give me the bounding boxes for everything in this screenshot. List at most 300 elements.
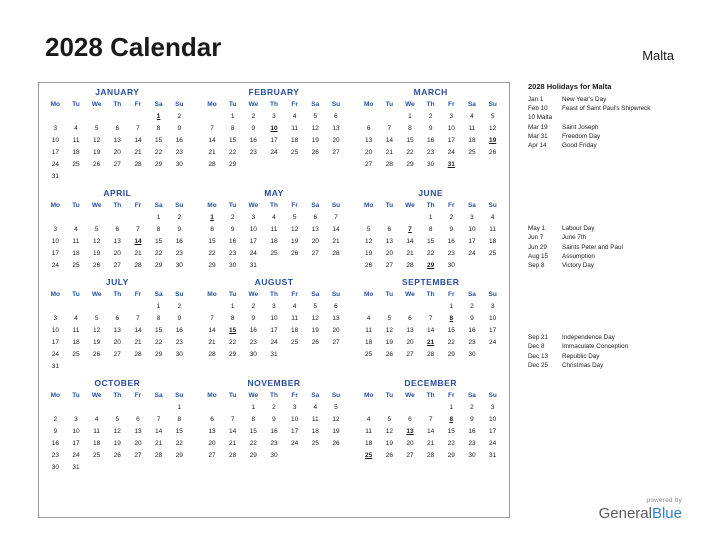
day-cell[interactable]: 11 bbox=[93, 427, 101, 435]
day-cell[interactable]: 28 bbox=[134, 160, 142, 168]
day-cell[interactable]: 19 bbox=[291, 237, 299, 245]
day-cell[interactable]: 18 bbox=[311, 427, 319, 435]
day-cell[interactable]: 6 bbox=[408, 415, 412, 423]
day-cell[interactable]: 10 bbox=[51, 237, 59, 245]
day-cell[interactable]: 2 bbox=[251, 112, 256, 120]
day-cell[interactable]: 26 bbox=[489, 148, 497, 156]
day-cell[interactable]: 23 bbox=[249, 148, 257, 156]
day-cell[interactable]: 12 bbox=[113, 427, 121, 435]
day-cell[interactable]: 28 bbox=[134, 350, 142, 358]
day-cell[interactable]: 28 bbox=[385, 160, 393, 168]
day-cell[interactable]: 8 bbox=[230, 314, 235, 322]
day-cell[interactable]: 23 bbox=[447, 249, 455, 257]
day-cell[interactable]: 14 bbox=[332, 225, 340, 233]
day-cell[interactable]: 7 bbox=[136, 314, 140, 322]
day-cell[interactable]: 8 bbox=[251, 415, 256, 423]
day-cell[interactable]: 14 bbox=[427, 326, 435, 334]
day-cell[interactable]: 1 bbox=[408, 112, 412, 120]
day-cell[interactable]: 8 bbox=[156, 314, 161, 322]
day-cell[interactable]: 11 bbox=[365, 427, 373, 435]
day-cell[interactable]: 15 bbox=[229, 326, 237, 334]
day-cell[interactable]: 10 bbox=[468, 225, 476, 233]
day-cell[interactable]: 16 bbox=[270, 427, 278, 435]
day-cell[interactable]: 12 bbox=[385, 326, 393, 334]
day-cell[interactable]: 4 bbox=[272, 213, 276, 221]
day-cell[interactable]: 10 bbox=[51, 326, 59, 334]
day-cell[interactable]: 17 bbox=[270, 136, 278, 144]
day-cell[interactable]: 26 bbox=[93, 160, 101, 168]
day-cell[interactable]: 2 bbox=[251, 302, 256, 310]
day-cell[interactable]: 20 bbox=[311, 237, 319, 245]
day-cell[interactable]: 25 bbox=[489, 249, 497, 257]
day-cell[interactable]: 22 bbox=[229, 338, 237, 346]
day-cell[interactable]: 24 bbox=[51, 261, 59, 269]
day-cell[interactable]: 8 bbox=[449, 314, 454, 322]
day-cell[interactable]: 22 bbox=[229, 148, 237, 156]
day-cell[interactable]: 17 bbox=[489, 427, 497, 435]
day-cell[interactable]: 25 bbox=[72, 160, 80, 168]
day-cell[interactable]: 30 bbox=[51, 463, 59, 471]
day-cell[interactable]: 10 bbox=[447, 124, 455, 132]
day-cell[interactable]: 5 bbox=[313, 302, 318, 310]
day-cell[interactable]: 9 bbox=[53, 427, 58, 435]
day-cell[interactable]: 7 bbox=[387, 124, 392, 132]
day-cell[interactable]: 8 bbox=[177, 415, 182, 423]
day-cell[interactable]: 13 bbox=[332, 314, 340, 322]
day-cell[interactable]: 5 bbox=[490, 112, 495, 120]
day-cell[interactable]: 14 bbox=[134, 136, 142, 144]
day-cell[interactable]: 11 bbox=[291, 124, 298, 132]
day-cell[interactable]: 2 bbox=[470, 302, 474, 310]
day-cell[interactable]: 19 bbox=[332, 427, 340, 435]
day-cell[interactable]: 10 bbox=[51, 136, 59, 144]
day-cell[interactable]: 8 bbox=[210, 225, 214, 233]
day-cell[interactable]: 16 bbox=[447, 237, 455, 245]
day-cell[interactable]: 23 bbox=[468, 338, 476, 346]
day-cell[interactable]: 9 bbox=[251, 124, 256, 132]
day-cell[interactable]: 15 bbox=[447, 326, 455, 334]
day-cell[interactable]: 20 bbox=[134, 439, 142, 447]
day-cell[interactable]: 12 bbox=[311, 124, 319, 132]
day-cell[interactable]: 17 bbox=[51, 338, 59, 346]
day-cell[interactable]: 17 bbox=[249, 237, 257, 245]
day-cell[interactable]: 23 bbox=[175, 249, 183, 257]
day-cell[interactable]: 27 bbox=[406, 350, 414, 358]
day-cell[interactable]: 23 bbox=[249, 338, 257, 346]
day-cell[interactable]: 20 bbox=[406, 338, 414, 346]
day-cell[interactable]: 24 bbox=[270, 148, 278, 156]
day-cell[interactable]: 7 bbox=[334, 213, 338, 221]
day-cell[interactable]: 19 bbox=[311, 136, 319, 144]
day-cell[interactable]: 24 bbox=[489, 338, 497, 346]
day-cell[interactable]: 15 bbox=[208, 237, 216, 245]
day-cell[interactable]: 13 bbox=[134, 427, 142, 435]
day-cell[interactable]: 31 bbox=[51, 172, 59, 180]
day-cell[interactable]: 7 bbox=[428, 415, 433, 423]
day-cell[interactable]: 30 bbox=[447, 261, 455, 269]
day-cell[interactable]: 17 bbox=[468, 237, 476, 245]
day-cell[interactable]: 4 bbox=[74, 124, 78, 132]
day-cell[interactable]: 19 bbox=[93, 148, 101, 156]
day-cell[interactable]: 21 bbox=[427, 439, 435, 447]
day-cell[interactable]: 21 bbox=[154, 439, 163, 447]
day-cell[interactable]: 24 bbox=[51, 350, 59, 358]
day-cell[interactable]: 17 bbox=[489, 326, 497, 334]
day-cell[interactable]: 18 bbox=[489, 237, 497, 245]
day-cell[interactable]: 28 bbox=[406, 261, 414, 269]
day-cell[interactable]: 6 bbox=[115, 124, 120, 132]
day-cell[interactable]: 26 bbox=[385, 451, 393, 459]
day-cell[interactable]: 10 bbox=[270, 124, 278, 132]
day-cell[interactable]: 13 bbox=[208, 427, 216, 435]
day-cell[interactable]: 16 bbox=[229, 237, 237, 245]
day-cell[interactable]: 16 bbox=[175, 326, 183, 334]
day-cell[interactable]: 7 bbox=[156, 415, 161, 423]
day-cell[interactable]: 12 bbox=[332, 415, 340, 423]
day-cell[interactable]: 8 bbox=[428, 225, 433, 233]
day-cell[interactable]: 21 bbox=[332, 237, 340, 245]
day-cell[interactable]: 31 bbox=[72, 463, 80, 471]
day-cell[interactable]: 29 bbox=[154, 160, 163, 168]
day-cell[interactable]: 15 bbox=[427, 237, 435, 245]
day-cell[interactable]: 1 bbox=[210, 213, 214, 221]
day-cell[interactable]: 7 bbox=[210, 314, 214, 322]
day-cell[interactable]: 8 bbox=[408, 124, 412, 132]
day-cell[interactable]: 28 bbox=[208, 160, 216, 168]
day-cell[interactable]: 31 bbox=[249, 261, 257, 269]
day-cell[interactable]: 16 bbox=[249, 326, 257, 334]
day-cell[interactable]: 9 bbox=[428, 124, 433, 132]
day-cell[interactable]: 25 bbox=[270, 249, 278, 257]
day-cell[interactable]: 7 bbox=[428, 314, 433, 322]
day-cell[interactable]: 1 bbox=[156, 302, 161, 310]
day-cell[interactable]: 14 bbox=[229, 427, 237, 435]
day-cell[interactable]: 5 bbox=[115, 415, 120, 423]
day-cell[interactable]: 5 bbox=[387, 415, 392, 423]
day-cell[interactable]: 7 bbox=[136, 124, 140, 132]
day-cell[interactable]: 12 bbox=[291, 225, 299, 233]
day-cell[interactable]: 23 bbox=[427, 148, 435, 156]
day-cell[interactable]: 2 bbox=[53, 415, 58, 423]
day-cell[interactable]: 31 bbox=[51, 362, 59, 370]
day-cell[interactable]: 22 bbox=[447, 439, 455, 447]
day-cell[interactable]: 5 bbox=[387, 314, 392, 322]
day-cell[interactable]: 3 bbox=[449, 112, 454, 120]
day-cell[interactable]: 21 bbox=[208, 338, 216, 346]
day-cell[interactable]: 27 bbox=[113, 160, 121, 168]
day-cell[interactable]: 19 bbox=[93, 338, 101, 346]
day-cell[interactable]: 1 bbox=[449, 302, 454, 310]
day-cell[interactable]: 1 bbox=[156, 112, 161, 120]
day-cell[interactable]: 27 bbox=[113, 261, 121, 269]
day-cell[interactable]: 14 bbox=[154, 427, 163, 435]
day-cell[interactable]: 10 bbox=[270, 314, 278, 322]
day-cell[interactable]: 26 bbox=[385, 350, 393, 358]
day-cell[interactable]: 11 bbox=[291, 314, 298, 322]
day-cell[interactable]: 3 bbox=[292, 403, 297, 411]
day-cell[interactable]: 21 bbox=[134, 148, 142, 156]
day-cell[interactable]: 18 bbox=[270, 237, 278, 245]
day-cell[interactable]: 13 bbox=[113, 136, 121, 144]
day-cell[interactable]: 6 bbox=[115, 225, 120, 233]
day-cell[interactable]: 4 bbox=[366, 314, 371, 322]
day-cell[interactable]: 2 bbox=[177, 213, 182, 221]
day-cell[interactable]: 27 bbox=[385, 261, 393, 269]
day-cell[interactable]: 27 bbox=[113, 350, 121, 358]
day-cell[interactable]: 13 bbox=[332, 124, 340, 132]
day-cell[interactable]: 29 bbox=[229, 350, 237, 358]
day-cell[interactable]: 17 bbox=[51, 148, 59, 156]
day-cell[interactable]: 12 bbox=[93, 326, 101, 334]
day-cell[interactable]: 29 bbox=[154, 350, 163, 358]
day-cell[interactable]: 28 bbox=[154, 451, 163, 459]
day-cell[interactable]: 21 bbox=[134, 249, 142, 257]
day-cell[interactable]: 27 bbox=[208, 451, 216, 459]
day-cell[interactable]: 1 bbox=[177, 403, 182, 411]
day-cell[interactable]: 17 bbox=[270, 326, 278, 334]
day-cell[interactable]: 13 bbox=[113, 237, 121, 245]
day-cell[interactable]: 30 bbox=[427, 160, 435, 168]
day-cell[interactable]: 15 bbox=[447, 427, 455, 435]
day-cell[interactable]: 4 bbox=[366, 415, 371, 423]
day-cell[interactable]: 16 bbox=[175, 237, 183, 245]
day-cell[interactable]: 31 bbox=[270, 350, 278, 358]
day-cell[interactable]: 20 bbox=[113, 338, 121, 346]
day-cell[interactable]: 8 bbox=[449, 415, 454, 423]
day-cell[interactable]: 1 bbox=[230, 302, 235, 310]
day-cell[interactable]: 7 bbox=[210, 124, 214, 132]
day-cell[interactable]: 11 bbox=[365, 326, 373, 334]
day-cell[interactable]: 15 bbox=[406, 136, 414, 144]
day-cell[interactable]: 3 bbox=[251, 213, 256, 221]
day-cell[interactable]: 1 bbox=[156, 213, 161, 221]
day-cell[interactable]: 23 bbox=[270, 439, 278, 447]
day-cell[interactable]: 24 bbox=[489, 439, 497, 447]
day-cell[interactable]: 2 bbox=[177, 112, 182, 120]
day-cell[interactable]: 15 bbox=[154, 136, 163, 144]
day-cell[interactable]: 15 bbox=[229, 136, 237, 144]
day-cell[interactable]: 18 bbox=[291, 136, 299, 144]
day-cell[interactable]: 25 bbox=[72, 261, 80, 269]
day-cell[interactable]: 13 bbox=[385, 237, 393, 245]
day-cell[interactable]: 27 bbox=[332, 148, 340, 156]
day-cell[interactable]: 31 bbox=[489, 451, 497, 459]
day-cell[interactable]: 7 bbox=[230, 415, 235, 423]
day-cell[interactable]: 28 bbox=[229, 451, 237, 459]
day-cell[interactable]: 15 bbox=[154, 326, 163, 334]
day-cell[interactable]: 7 bbox=[136, 225, 140, 233]
day-cell[interactable]: 4 bbox=[313, 403, 318, 411]
day-cell[interactable]: 11 bbox=[270, 225, 278, 233]
day-cell[interactable]: 4 bbox=[292, 302, 297, 310]
day-cell[interactable]: 24 bbox=[51, 160, 59, 168]
day-cell[interactable]: 25 bbox=[291, 148, 299, 156]
day-cell[interactable]: 1 bbox=[230, 112, 235, 120]
day-cell[interactable]: 18 bbox=[291, 326, 299, 334]
day-cell[interactable]: 19 bbox=[311, 326, 319, 334]
day-cell[interactable]: 1 bbox=[428, 213, 433, 221]
day-cell[interactable]: 10 bbox=[249, 225, 257, 233]
day-cell[interactable]: 26 bbox=[365, 261, 373, 269]
day-cell[interactable]: 7 bbox=[408, 225, 412, 233]
day-cell[interactable]: 23 bbox=[229, 249, 237, 257]
day-cell[interactable]: 15 bbox=[154, 237, 163, 245]
day-cell[interactable]: 30 bbox=[468, 350, 476, 358]
day-cell[interactable]: 12 bbox=[385, 427, 393, 435]
day-cell[interactable]: 14 bbox=[406, 237, 414, 245]
day-cell[interactable]: 13 bbox=[113, 326, 121, 334]
day-cell[interactable]: 16 bbox=[468, 326, 476, 334]
day-cell[interactable]: 3 bbox=[53, 124, 58, 132]
day-cell[interactable]: 29 bbox=[447, 451, 455, 459]
day-cell[interactable]: 16 bbox=[468, 427, 476, 435]
day-cell[interactable]: 21 bbox=[427, 338, 435, 346]
day-cell[interactable]: 5 bbox=[313, 112, 318, 120]
day-cell[interactable]: 30 bbox=[270, 451, 278, 459]
day-cell[interactable]: 29 bbox=[154, 261, 163, 269]
day-cell[interactable]: 22 bbox=[406, 148, 414, 156]
day-cell[interactable]: 23 bbox=[175, 338, 183, 346]
day-cell[interactable]: 26 bbox=[332, 439, 340, 447]
day-cell[interactable]: 14 bbox=[427, 427, 435, 435]
day-cell[interactable]: 6 bbox=[136, 415, 140, 423]
day-cell[interactable]: 25 bbox=[93, 451, 101, 459]
day-cell[interactable]: 16 bbox=[427, 136, 435, 144]
day-cell[interactable]: 8 bbox=[230, 124, 235, 132]
day-cell[interactable]: 21 bbox=[406, 249, 414, 257]
day-cell[interactable]: 3 bbox=[74, 415, 78, 423]
day-cell[interactable]: 2 bbox=[177, 302, 182, 310]
day-cell[interactable]: 26 bbox=[311, 338, 319, 346]
day-cell[interactable]: 22 bbox=[154, 249, 163, 257]
day-cell[interactable]: 1 bbox=[251, 403, 256, 411]
day-cell[interactable]: 22 bbox=[208, 249, 216, 257]
day-cell[interactable]: 29 bbox=[229, 160, 237, 168]
day-cell[interactable]: 17 bbox=[291, 427, 299, 435]
day-cell[interactable]: 17 bbox=[72, 439, 80, 447]
day-cell[interactable]: 29 bbox=[427, 261, 435, 269]
day-cell[interactable]: 11 bbox=[489, 225, 497, 233]
day-cell[interactable]: 30 bbox=[175, 160, 183, 168]
day-cell[interactable]: 10 bbox=[489, 314, 497, 322]
day-cell[interactable]: 14 bbox=[134, 237, 142, 245]
day-cell[interactable]: 26 bbox=[93, 261, 101, 269]
day-cell[interactable]: 27 bbox=[332, 338, 340, 346]
day-cell[interactable]: 29 bbox=[249, 451, 257, 459]
day-cell[interactable]: 9 bbox=[449, 225, 454, 233]
day-cell[interactable]: 5 bbox=[292, 213, 297, 221]
day-cell[interactable]: 29 bbox=[406, 160, 414, 168]
day-cell[interactable]: 14 bbox=[134, 326, 142, 334]
day-cell[interactable]: 5 bbox=[94, 225, 99, 233]
day-cell[interactable]: 21 bbox=[385, 148, 393, 156]
day-cell[interactable]: 9 bbox=[470, 314, 474, 322]
day-cell[interactable]: 6 bbox=[408, 314, 412, 322]
day-cell[interactable]: 21 bbox=[134, 338, 142, 346]
day-cell[interactable]: 12 bbox=[311, 314, 319, 322]
day-cell[interactable]: 25 bbox=[365, 451, 373, 459]
day-cell[interactable]: 25 bbox=[72, 350, 80, 358]
day-cell[interactable]: 30 bbox=[468, 451, 476, 459]
day-cell[interactable]: 11 bbox=[311, 415, 319, 423]
day-cell[interactable]: 10 bbox=[489, 415, 497, 423]
day-cell[interactable]: 13 bbox=[406, 427, 414, 435]
day-cell[interactable]: 16 bbox=[51, 439, 59, 447]
day-cell[interactable]: 4 bbox=[292, 112, 297, 120]
day-cell[interactable]: 20 bbox=[406, 439, 414, 447]
day-cell[interactable]: 4 bbox=[490, 213, 495, 221]
day-cell[interactable]: 3 bbox=[470, 213, 474, 221]
day-cell[interactable]: 24 bbox=[291, 439, 299, 447]
day-cell[interactable]: 6 bbox=[313, 213, 318, 221]
day-cell[interactable]: 20 bbox=[113, 249, 121, 257]
day-cell[interactable]: 9 bbox=[177, 314, 182, 322]
day-cell[interactable]: 9 bbox=[470, 415, 474, 423]
day-cell[interactable]: 6 bbox=[210, 415, 214, 423]
day-cell[interactable]: 14 bbox=[208, 326, 216, 334]
day-cell[interactable]: 2 bbox=[272, 403, 276, 411]
day-cell[interactable]: 22 bbox=[447, 338, 455, 346]
day-cell[interactable]: 15 bbox=[249, 427, 257, 435]
day-cell[interactable]: 5 bbox=[94, 314, 99, 322]
day-cell[interactable]: 18 bbox=[72, 338, 80, 346]
day-cell[interactable]: 20 bbox=[332, 136, 340, 144]
day-cell[interactable]: 6 bbox=[334, 302, 338, 310]
day-cell[interactable]: 30 bbox=[249, 350, 257, 358]
day-cell[interactable]: 14 bbox=[385, 136, 393, 144]
day-cell[interactable]: 19 bbox=[489, 136, 497, 144]
day-cell[interactable]: 18 bbox=[72, 249, 80, 257]
day-cell[interactable]: 5 bbox=[366, 225, 371, 233]
day-cell[interactable]: 11 bbox=[72, 237, 80, 245]
day-cell[interactable]: 25 bbox=[311, 439, 319, 447]
day-cell[interactable]: 9 bbox=[230, 225, 235, 233]
day-cell[interactable]: 24 bbox=[72, 451, 80, 459]
day-cell[interactable]: 3 bbox=[490, 302, 495, 310]
day-cell[interactable]: 29 bbox=[447, 350, 455, 358]
day-cell[interactable]: 19 bbox=[93, 249, 101, 257]
day-cell[interactable]: 19 bbox=[113, 439, 121, 447]
day-cell[interactable]: 11 bbox=[72, 326, 80, 334]
day-cell[interactable]: 2 bbox=[428, 112, 433, 120]
day-cell[interactable]: 6 bbox=[387, 225, 392, 233]
day-cell[interactable]: 4 bbox=[74, 225, 78, 233]
day-cell[interactable]: 6 bbox=[366, 124, 371, 132]
day-cell[interactable]: 9 bbox=[177, 225, 182, 233]
day-cell[interactable]: 2 bbox=[230, 213, 235, 221]
day-cell[interactable]: 17 bbox=[447, 136, 455, 144]
day-cell[interactable]: 15 bbox=[175, 427, 183, 435]
day-cell[interactable]: 28 bbox=[427, 451, 435, 459]
day-cell[interactable]: 18 bbox=[365, 439, 373, 447]
day-cell[interactable]: 18 bbox=[93, 439, 101, 447]
day-cell[interactable]: 30 bbox=[229, 261, 237, 269]
day-cell[interactable]: 19 bbox=[385, 439, 393, 447]
day-cell[interactable]: 10 bbox=[291, 415, 299, 423]
day-cell[interactable]: 24 bbox=[270, 338, 278, 346]
day-cell[interactable]: 4 bbox=[94, 415, 99, 423]
day-cell[interactable]: 23 bbox=[51, 451, 59, 459]
day-cell[interactable]: 2 bbox=[470, 403, 474, 411]
day-cell[interactable]: 29 bbox=[175, 451, 183, 459]
day-cell[interactable]: 8 bbox=[156, 225, 161, 233]
day-cell[interactable]: 5 bbox=[94, 124, 99, 132]
day-cell[interactable]: 3 bbox=[53, 314, 58, 322]
day-cell[interactable]: 3 bbox=[53, 225, 58, 233]
day-cell[interactable]: 20 bbox=[365, 148, 373, 156]
day-cell[interactable]: 11 bbox=[72, 136, 80, 144]
day-cell[interactable]: 13 bbox=[406, 326, 414, 334]
